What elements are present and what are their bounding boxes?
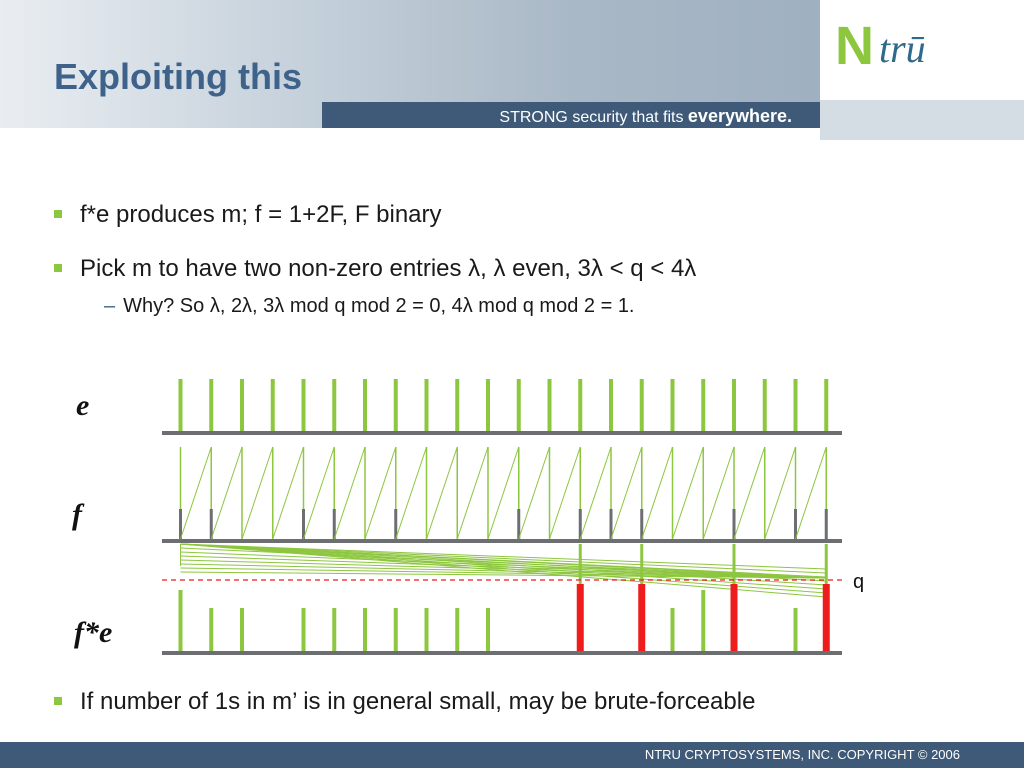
f-link [550, 447, 581, 539]
f-link [427, 447, 458, 539]
convolution-line [181, 544, 827, 581]
convolution-line [181, 560, 827, 578]
row-label-fe: f*e [74, 616, 113, 649]
f-link [304, 447, 335, 539]
bullet-marker [54, 697, 62, 705]
header-right-band [820, 100, 1024, 140]
row-label-e: e [76, 389, 90, 422]
f-link [580, 447, 611, 539]
f-link [242, 447, 273, 539]
ntru-logo [835, 14, 985, 74]
f-link [642, 447, 673, 539]
bullet-1-text: f*e produces m; f = 1+2F, F binary [80, 201, 442, 228]
page-title: Exploiting this [54, 56, 302, 97]
convolution-line [181, 572, 827, 578]
bullet-marker [54, 264, 62, 272]
convolution-line [181, 544, 827, 578]
q-label: q [853, 571, 865, 593]
f-link [365, 447, 396, 539]
f-link [765, 447, 796, 539]
f-link [273, 447, 304, 539]
convolution-line [181, 544, 827, 597]
logo-letter-n: N [835, 16, 874, 74]
f-link [396, 447, 427, 539]
sub-bullet-dash: – [104, 295, 116, 317]
convolution-line [181, 544, 827, 569]
logo-wordmark: trū [879, 26, 926, 71]
convolution-line [181, 544, 827, 585]
f-link [611, 447, 642, 539]
bullet-marker [54, 210, 62, 218]
f-link [673, 447, 704, 539]
row-label-f: f [72, 498, 82, 531]
convolution-line [181, 544, 827, 593]
f-link [211, 447, 242, 539]
convolution-line [181, 544, 827, 573]
f-link [796, 447, 827, 539]
tagline-bold: everywhere. [687, 106, 792, 126]
footer-copyright: NTRU CRYPTOSYSTEMS, INC. COPYRIGHT © 2006 [644, 747, 960, 762]
sub-bullet-1-text: Why? So λ, 2λ, 3λ mod q mod 2 = 0, 4λ mod q mod 2 = 1. [123, 295, 635, 317]
tagline [322, 102, 792, 128]
bullet-2-text: Pick m to have two non-zero entries λ, λ even, 3λ < q < 4λ [80, 255, 697, 282]
f-link [519, 447, 550, 539]
convolution-line [181, 556, 827, 578]
f-link [734, 447, 765, 539]
convolution-line [181, 544, 827, 577]
convolution-line [181, 548, 827, 578]
footer-bar [0, 742, 1024, 768]
f-link [488, 447, 519, 539]
f-link [457, 447, 488, 539]
f-link [334, 447, 365, 539]
convolution-line [181, 544, 827, 589]
tagline-prefix: STRONG security that fits [499, 109, 684, 126]
bullet-3-text: If number of 1s in m’ is in general small, may be brute-forceable [80, 688, 756, 715]
f-link [181, 447, 212, 539]
f-link [703, 447, 734, 539]
sub-bullet-1 [104, 295, 635, 318]
convolution-line [181, 564, 827, 578]
convolution-line [181, 552, 827, 578]
convolution-line [181, 568, 827, 578]
